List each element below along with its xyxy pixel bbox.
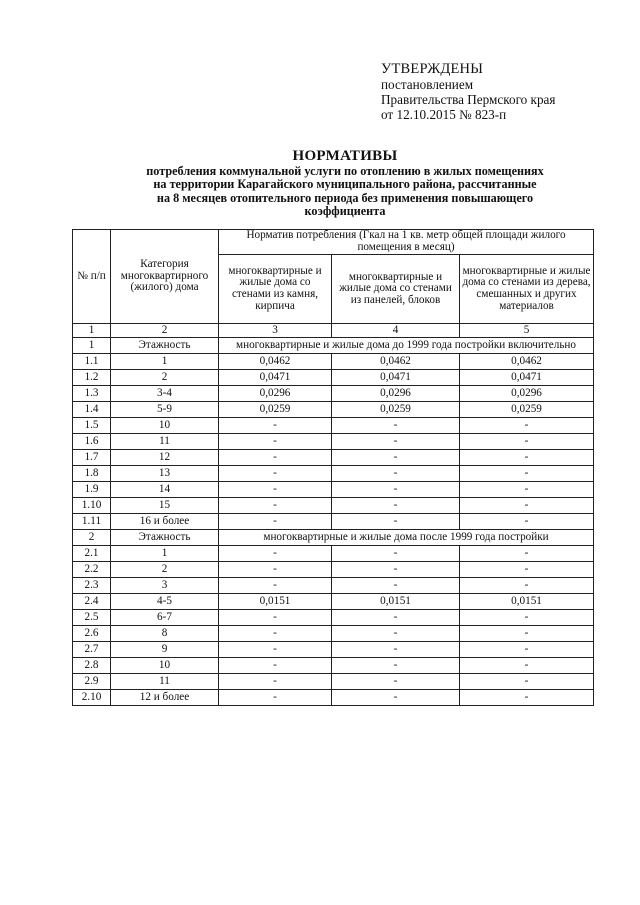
row-number: 1.6 [73,434,111,450]
table-row [73,578,594,594]
norm-value: - [219,642,332,658]
table-row [73,642,594,658]
norm-value: - [219,418,332,434]
row-number: 1.3 [73,386,111,402]
norm-value: - [460,498,594,514]
norm-value: - [332,514,460,530]
norm-value: - [460,626,594,642]
norm-value: - [460,690,594,706]
table-row [73,354,594,370]
norm-value: - [332,610,460,626]
norm-value: - [332,434,460,450]
row-number: 2 [73,530,111,546]
norm-value: 0,0296 [332,386,460,402]
row-number: 1.2 [73,370,111,386]
norm-value: - [332,658,460,674]
document-subtitle-line: на территории Карагайского муниципального района, рассчитанные [153,177,537,192]
table-section-row [73,530,594,546]
norm-value: 0,0462 [332,354,460,370]
norm-value: 0,0471 [219,370,332,386]
table-row [73,658,594,674]
norm-value: - [460,418,594,434]
row-number: 2.5 [73,610,111,626]
row-number: 2.10 [73,690,111,706]
norm-value: 0,0151 [219,594,332,610]
column-number: 4 [332,324,460,338]
table-section-row [73,338,594,354]
column-number: 1 [73,324,111,338]
table-row [73,386,594,402]
row-category: 10 [111,658,219,674]
document-title-block [60,147,630,219]
section-title: многоквартирные и жилые дома после 1999 года постройки [219,530,594,546]
row-category: 12 и более [111,690,219,706]
norm-value: 0,0259 [460,402,594,418]
norm-value: - [460,466,594,482]
norm-value: 0,0471 [460,370,594,386]
norm-value: - [219,658,332,674]
norm-value: - [460,482,594,498]
norm-value: - [332,578,460,594]
table-row [73,498,594,514]
norm-value: - [332,418,460,434]
norm-value: - [460,642,594,658]
column-number: 3 [219,324,332,338]
column-number-row [73,324,594,338]
norm-value: 0,0462 [219,354,332,370]
header-col4: многоквартирные и жилые дома со стенами из панелей, блоков [332,255,460,324]
norm-value: - [460,658,594,674]
row-number: 1.10 [73,498,111,514]
norm-value: - [219,450,332,466]
norm-value: 0,0471 [332,370,460,386]
header-col3: многоквартирные и жилые дома со стенами из камня, кирпича [219,255,332,324]
norm-value: - [219,626,332,642]
row-category: Этажность [111,338,219,354]
norm-value: 0,0259 [219,402,332,418]
norm-value: - [460,546,594,562]
approval-stamp [381,62,631,122]
norm-value: 0,0151 [332,594,460,610]
row-category: 2 [111,562,219,578]
row-category: 13 [111,466,219,482]
row-number: 1.11 [73,514,111,530]
norm-value: 0,0462 [460,354,594,370]
norm-value: - [219,546,332,562]
norm-value: - [219,498,332,514]
row-category: 14 [111,482,219,498]
header-norm: Норматив потребления (Гкал на 1 кв. метр общей площади жилого помещения в месяц) [219,230,594,255]
norm-value: - [219,690,332,706]
table-row [73,674,594,690]
row-category: 2 [111,370,219,386]
column-number: 5 [460,324,594,338]
table-row [73,466,594,482]
norm-value: - [460,578,594,594]
approval-line: постановлением [381,77,474,92]
table-row [73,626,594,642]
row-category: 3 [111,578,219,594]
row-category: 6-7 [111,610,219,626]
norm-value: - [460,674,594,690]
table-row [73,546,594,562]
approval-title: УТВЕРЖДЕНЫ [381,61,484,77]
norm-value: - [332,690,460,706]
row-number: 2.8 [73,658,111,674]
table-row [73,402,594,418]
norm-value: - [332,546,460,562]
row-number: 1.1 [73,354,111,370]
row-category: 3-4 [111,386,219,402]
row-number: 2.2 [73,562,111,578]
norm-value: 0,0151 [460,594,594,610]
table-row [73,434,594,450]
norm-value: - [332,626,460,642]
norm-value: - [332,498,460,514]
norm-value: - [332,642,460,658]
row-category: 10 [111,418,219,434]
norm-value: - [460,434,594,450]
table-row [73,610,594,626]
row-number: 2.4 [73,594,111,610]
row-category: 16 и более [111,514,219,530]
row-category: 4-5 [111,594,219,610]
row-category: 9 [111,642,219,658]
row-category: 8 [111,626,219,642]
norm-value: - [332,482,460,498]
header-col5: многоквартирные и жилые дома со стенами из дерева, смешанных и других материалов [460,255,594,324]
norm-value: - [332,466,460,482]
table-row [73,450,594,466]
norm-value: - [460,610,594,626]
norm-value: 0,0259 [332,402,460,418]
document-subtitle-line: на 8 месяцев отопительного периода без применения повышающего [156,190,534,205]
norm-value: - [219,482,332,498]
row-number: 2.6 [73,626,111,642]
table-row [73,562,594,578]
section-title: многоквартирные и жилые дома до 1999 года постройки включительно [219,338,594,354]
row-category: 11 [111,434,219,450]
row-category: 1 [111,546,219,562]
row-category: 5-9 [111,402,219,418]
norm-value: - [460,562,594,578]
norm-value: - [219,514,332,530]
row-category: 11 [111,674,219,690]
row-number: 2.9 [73,674,111,690]
table-row [73,418,594,434]
norm-value: - [332,450,460,466]
table-row [73,690,594,706]
table-row [73,594,594,610]
norm-value: - [219,434,332,450]
norms-table [72,229,594,706]
table-row [73,370,594,386]
row-number: 1.4 [73,402,111,418]
row-number: 2.3 [73,578,111,594]
row-number: 1 [73,338,111,354]
norm-value: - [332,562,460,578]
table-row [73,482,594,498]
norm-value: - [219,466,332,482]
row-number: 1.7 [73,450,111,466]
table-row [73,514,594,530]
table-header-row [73,230,594,255]
document-subtitle-line: потребления коммунальной услуги по отоплению в жилых помещениях [146,164,544,178]
header-category: Категория многоквартирного (жилого) дома [111,230,219,324]
norm-value: - [460,450,594,466]
norm-value: - [219,610,332,626]
norm-value: - [219,562,332,578]
header-num: № п/п [73,230,111,324]
row-category: 1 [111,354,219,370]
row-number: 1.5 [73,418,111,434]
norm-value: 0,0296 [219,386,332,402]
norm-value: - [460,514,594,530]
norms-table-body [73,230,594,706]
document-title: НОРМАТИВЫ [292,148,398,164]
column-number: 2 [111,324,219,338]
row-category: Этажность [111,530,219,546]
approval-date: от 12.10.2015 № 823-п [381,107,507,122]
norm-value: 0,0296 [460,386,594,402]
norm-value: - [219,578,332,594]
row-number: 1.8 [73,466,111,482]
norm-value: - [332,674,460,690]
norm-value: - [219,674,332,690]
row-category: 15 [111,498,219,514]
document-subtitle-line: коэффициента [304,204,386,219]
row-number: 2.7 [73,642,111,658]
row-number: 2.1 [73,546,111,562]
row-category: 12 [111,450,219,466]
approval-line: Правительства Пермского края [381,92,556,107]
row-number: 1.9 [73,482,111,498]
